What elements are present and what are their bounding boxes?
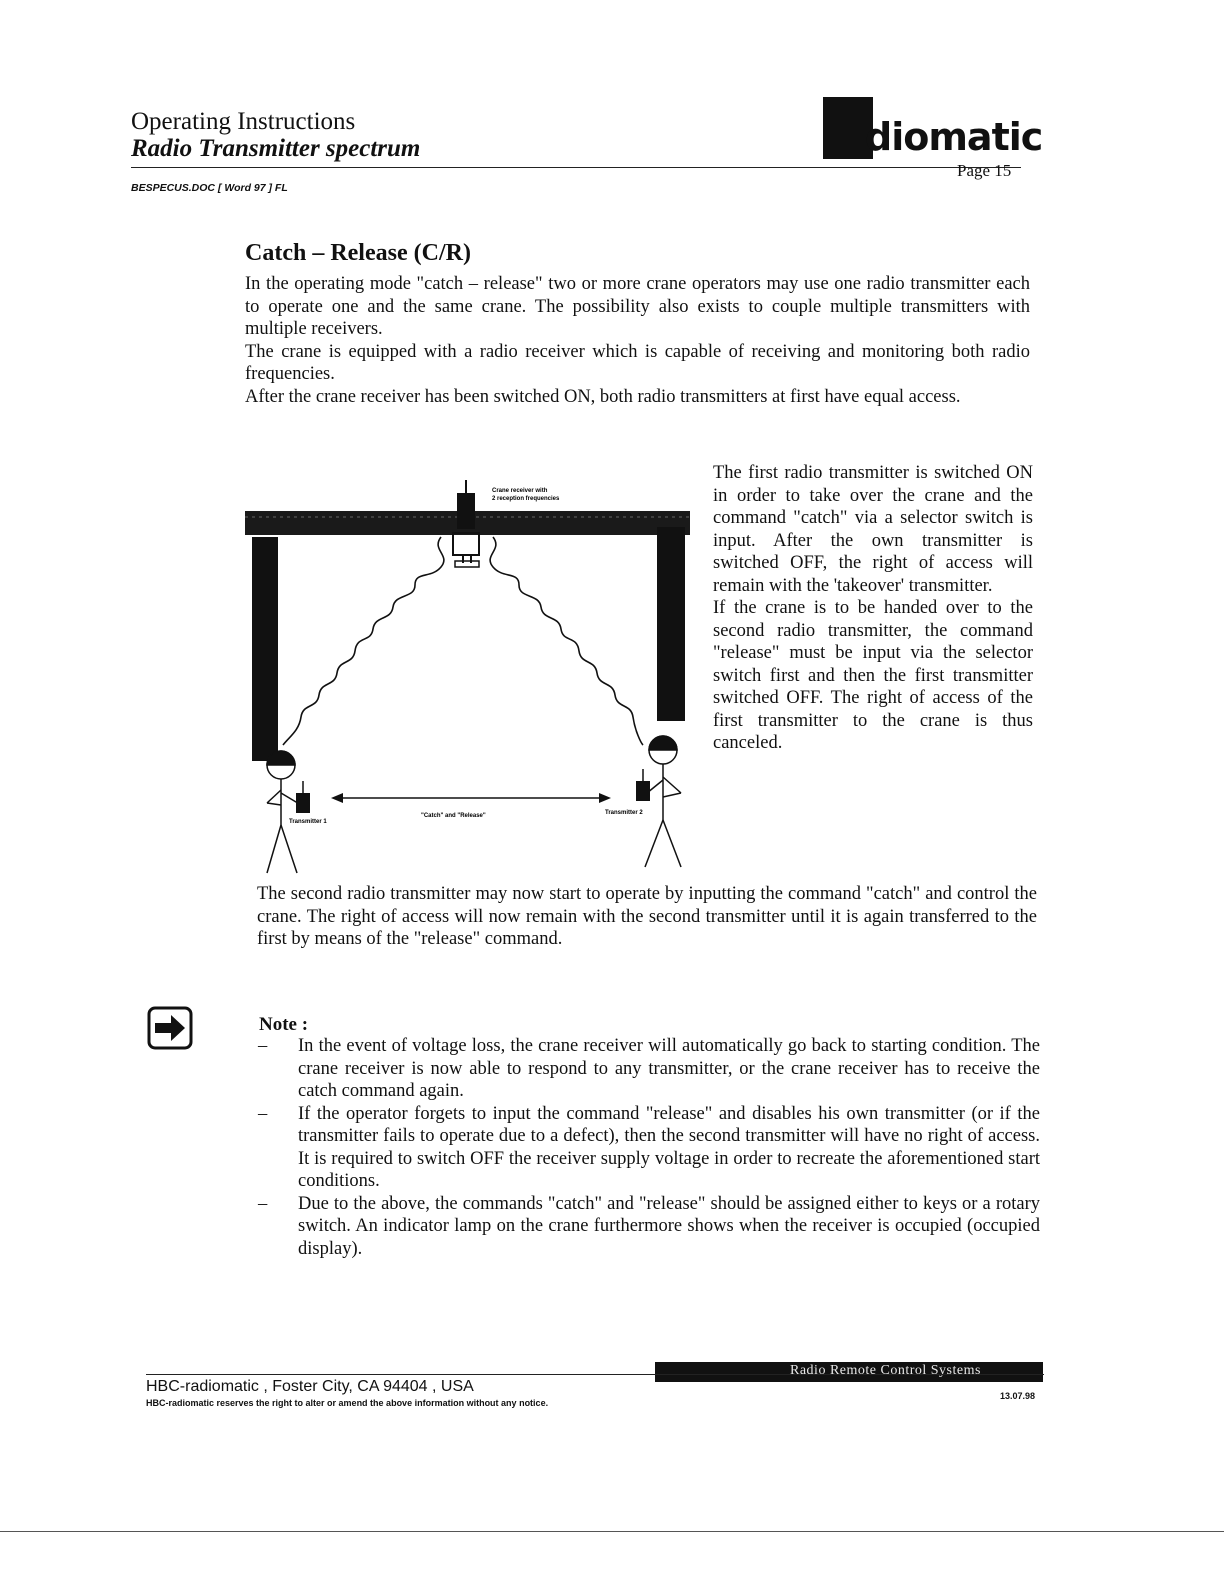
transmitter-2-label: Transmitter 2	[605, 810, 643, 816]
after-diagram-text	[257, 883, 1037, 951]
arrow-right-icon	[147, 1006, 193, 1050]
logo-text: diomatic	[865, 115, 1043, 159]
header-title: Operating Instructions	[131, 108, 356, 135]
after-paragraph: The second radio transmitter may now start to operate by inputting the command "catch" and control the crane. The right of access will now remain with the second transmitter until it is again transferred to the first by means of the "release" command.	[257, 884, 1037, 949]
receiver-label: Crane receiver with	[492, 488, 548, 494]
radio-wave-right	[490, 537, 643, 745]
note-text: In the event of voltage loss, the crane receiver will automatically go back to starting condition. The crane receiver is now able to respond to any transmitter, or the crane receiver has to receive the catch command again.	[298, 1036, 1040, 1101]
footer-disclaimer: HBC-radiomatic reserves the right to alter or amend the above information without any notice.	[146, 1398, 549, 1408]
operator-2-figure	[645, 736, 681, 867]
intro-paragraph: In the operating mode "catch – release" two or more crane operators may use one radio transmitter each to operate one and the same crane. The possibility also exists to couple multiple transmitters with multiple receivers.	[245, 274, 1030, 339]
scan-edge-line	[0, 1531, 1224, 1532]
intro-paragraph: The crane is equipped with a radio receiver which is capable of receiving and monitoring both radio frequencies.	[245, 341, 1030, 384]
crane-leg-left	[252, 537, 278, 761]
header-subtitle: Radio Transmitter spectrum	[131, 135, 421, 162]
note-item	[258, 1193, 1040, 1261]
note-bullet: –	[258, 1103, 268, 1124]
operator-1-figure	[267, 751, 301, 873]
footer-date: 13.07.98	[1000, 1391, 1036, 1401]
side-paragraph: If the crane is to be handed over to the second radio transmitter, the command "release" must be input via the selector switch first and then the first transmitter switched OFF. The right of access of the first transmitter to the crane is thus canceled.	[713, 598, 1033, 753]
page-number: Page 15	[957, 161, 1012, 180]
catch-release-arrow	[331, 793, 611, 803]
footer-divider	[146, 1374, 1044, 1375]
footer-tagline: Radio Remote Control Systems	[790, 1363, 981, 1378]
note-item	[258, 1035, 1040, 1103]
catch-release-diagram	[245, 475, 695, 885]
note-list	[258, 1035, 1040, 1260]
section-title: Catch – Release (C/R)	[245, 240, 471, 266]
transmitter-1-label: Transmitter 1	[289, 819, 327, 825]
intro-text	[245, 273, 1030, 408]
side-text	[713, 462, 1033, 755]
note-bullet: –	[258, 1193, 268, 1214]
transmitter-2-icon	[636, 781, 650, 801]
intro-paragraph: After the crane receiver has been switched ON, both radio transmitters at first have equal access.	[245, 386, 961, 407]
document-info: BESPECUS.DOC [ Word 97 ] FL	[131, 182, 288, 194]
receiver-label: 2 reception frequencies	[492, 496, 560, 502]
note-bullet: –	[258, 1036, 268, 1056]
note-text: If the operator forgets to input the command "release" and disables his own transmitter (or if the transmitter fails to operate due to a defect), then the second transmitter will have no right of access. It is required to switch OFF the receiver supply voltage in order to recreate the aforementioned start conditions.	[298, 1103, 1040, 1191]
radiomatic-logo	[823, 97, 1043, 159]
transmitter-1-icon	[296, 793, 310, 813]
side-paragraph: The first radio transmitter is switched ON in order to take over the crane and the command "catch" via a selector switch is input. After the own transmitter is switched OFF, the right of access will remain with the 'takeover' transmitter.	[713, 463, 1033, 596]
note-label: Note :	[259, 1014, 309, 1035]
crane-leg-right	[657, 527, 685, 721]
footer-company: HBC-radiomatic , Foster City, CA 94404 , USA	[146, 1378, 474, 1395]
note-text: Due to the above, the commands "catch" and "release" should be assigned either to keys or a rotary switch. An indicator lamp on the crane furthermore shows when the receiver is occupied (occupied display).	[298, 1193, 1040, 1259]
header-divider	[131, 167, 1021, 168]
radio-wave-left	[283, 537, 444, 745]
arrow-label: "Catch" and "Release"	[421, 813, 486, 819]
note-item	[258, 1103, 1040, 1193]
